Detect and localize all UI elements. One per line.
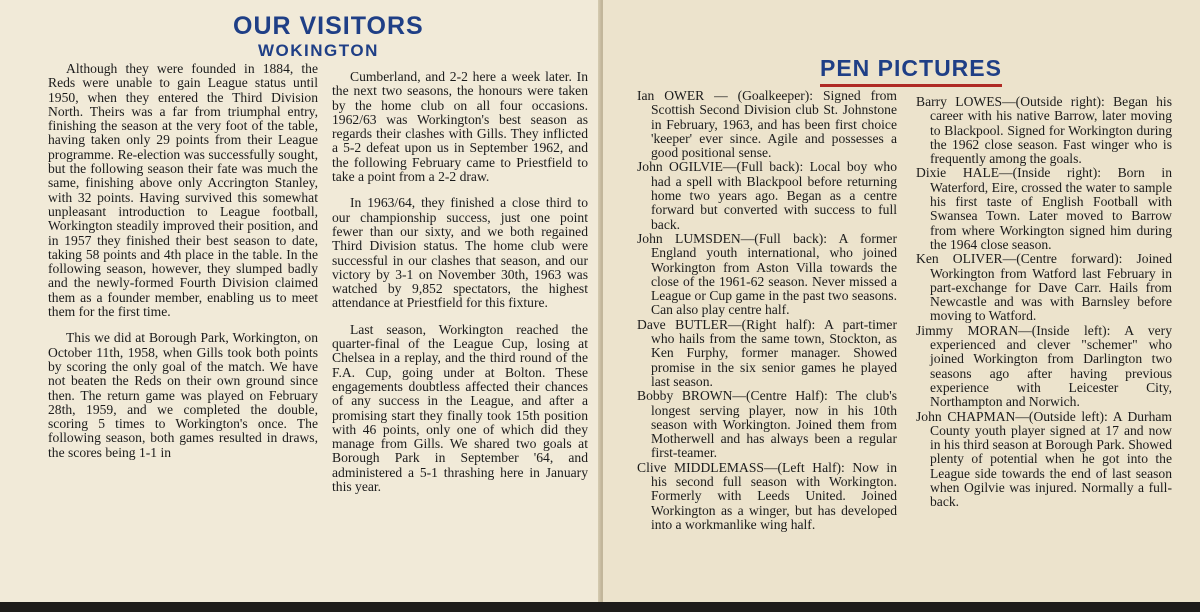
player-entry: John OGILVIE—(Full back): Local boy who had a spell with Blackpool before returning home two years ago. Began as a centre forward but converted with success to full back. xyxy=(637,159,897,232)
player-entry: Ian OWER — (Goalkeeper): Signed from Scottish Second Division club St. Johnstone in February, 1963, and has been first choice 'keeper' ever since. Agile and possesses a good positional sense. xyxy=(637,88,897,161)
paragraph: Last season, Workington reached the quarter-final of the League Cup, losing at Chelsea in a replay, and the third round of the F.A. Cup, going under at Bolton. These engagements doubtless affected their chances of any success in the League, and after a promising start they finally took 15th position with 46 points, only one of which did they manage from Gills. We shared two goals at Borough Park in September '64, and administered a 5-1 thrashing here in January this year. xyxy=(332,321,588,495)
pen-pictures-column-2 xyxy=(916,95,1172,510)
player-entry: Bobby BROWN—(Centre Half): The club's longest serving player, now in his 10th season with Workington. Joined them from Motherwell and has always been a regular first-teamer. xyxy=(637,388,897,461)
player-entry: Dixie HALE—(Inside right): Born in Waterford, Eire, crossed the water to sample his first taste of English Football with Swansea Town. Later moved to Barrow from where Workington signed him during the 1964 close season. xyxy=(916,165,1172,252)
pen-pictures-title: PEN PICTURES xyxy=(820,55,1002,87)
scan-bottom-edge xyxy=(0,602,1200,612)
club-subtitle: WOKINGTON xyxy=(258,41,379,60)
paragraph: Although they were founded in 1884, the Reds were unable to gain League status until 1950, when they entered the Third Division North. Theirs was a far from triumphal entry, finishing the season at the very foot of the table, having taken only 29 points from their League programme. Re-election was successfully sought, but the following season their fate was much the same, finishing above only Accrington Stanley, with 32 points. Having survived this somewhat unpleasant introduction to League football, Workington steadily improved their position, and in 1957 they finished their best season to date, taking 58 points and 4th place in the table. In the following season, however, they slumped badly and the newly-formed Fourth Division claimed them as a founder member, enabling us to meet them for the first time. xyxy=(48,61,318,320)
player-entry: Dave BUTLER—(Right half): A part-timer who hails from the same town, Stockton, as Ken Furphy, former manager. Showed promise in the six senior games he played last season. xyxy=(637,316,897,389)
player-entry: Clive MIDDLEMASS—(Left Half): Now in his second full season with Workington. Formerly with Leeds United. Joined Workington as a winger, but has developed into a workmanlike wing half. xyxy=(637,459,897,532)
paragraph: In 1963/64, they finished a close third to our championship success, just one point fewer than our sixty, and we both regained Third Division status. The home club were successful in our clashes that season, and our victory by 3-1 on November 30th, 1963 was watched by 9,852 spectators, the highest attendance at Priestfield for this fixture. xyxy=(332,195,588,311)
player-entry: Jimmy MORAN—(Inside left): A very experienced and clever "schemer" who joined Workington from Darlington two seasons ago after having previous experience with Leicester City, Northampton and Norwich. xyxy=(916,322,1172,410)
left-page xyxy=(0,0,602,602)
paragraph: Cumberland, and 2-2 here a week later. In the next two seasons, the honours were taken by the home club on all four occasions. 1962/63 was Workington's best season as regards their clashes with Gills. They inflicted a 5-2 defeat upon us in September 1962, and the following February came to Priestfield to take a point from a 2-2 draw. xyxy=(332,69,588,185)
player-entry: Ken OLIVER—(Centre forward): Joined Workington from Watford last February in part-exchange for Dave Carr. Hails from Newcastle and was with Barnsley before moving to Watford. xyxy=(916,251,1172,324)
paragraph: This we did at Borough Park, Workington, on October 11th, 1958, when Gills took both points by scoring the only goal of the match. We have not beaten the Reds on their own ground since then. The return game was played on February 28th, 1959, and we completed the double, scoring 5 times to Workington's once. The following season, both games resulted in draws, the scores being 1-1 in xyxy=(48,330,318,460)
visitors-column-1 xyxy=(48,62,318,460)
right-page xyxy=(603,0,1200,602)
player-entry: John LUMSDEN—(Full back): A former England youth international, who joined Workington from Aston Villa towards the close of the 1961-62 season. Never missed a League or Cup game in the past two seasons. Can also play centre half. xyxy=(637,230,897,318)
visitors-column-2 xyxy=(332,70,588,494)
player-entry: Barry LOWES—(Outside right): Began his career with his native Barrow, later moving to Blackpool. Signed for Workington during the 1962 close season. Fast winger who is frequently among the goals. xyxy=(916,94,1172,167)
page-title: OUR VISITORS xyxy=(233,12,424,40)
player-entry: John CHAPMAN—(Outside left): A Durham County youth player signed at 17 and now in his third season at Borough Park. Showed plenty of potential when he got into the League side towards the end of last season when Ogilvie was injured. Normally a full-back. xyxy=(916,408,1172,510)
pen-pictures-column-1 xyxy=(637,89,897,532)
